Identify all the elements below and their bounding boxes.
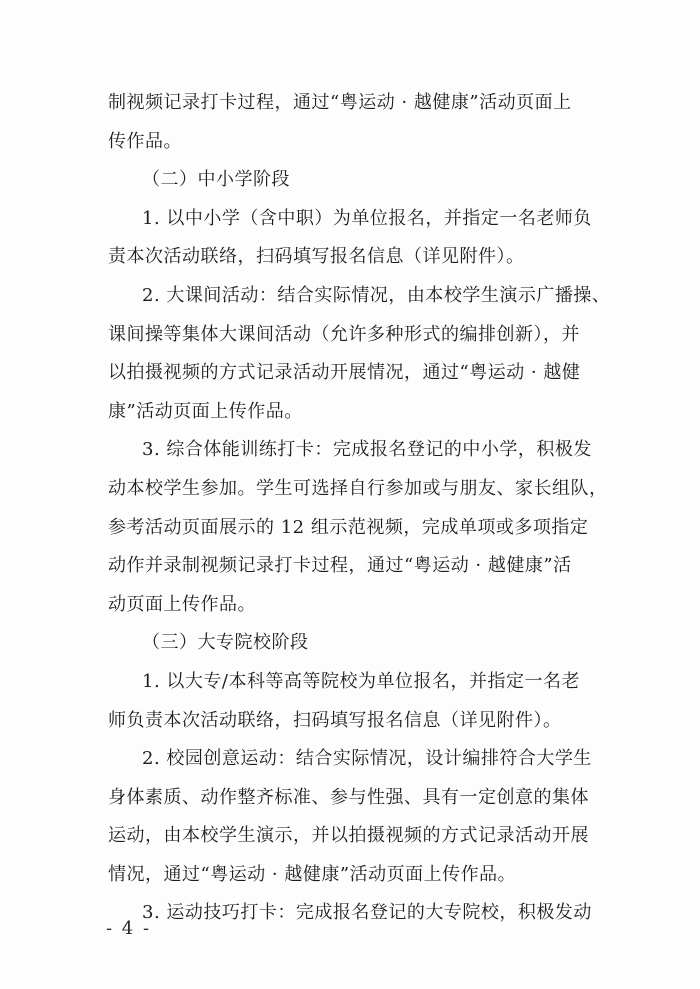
text-line: 责本次活动联络，扫码填写报名信息（详见附件）。 (108, 246, 525, 268)
text-line: 参考活动页面展示的 12 组示范视频，完成单项或多项指定 (108, 516, 589, 538)
paragraph-item-skill-checkin (108, 894, 608, 933)
text-line: 师负责本次活动联络，扫码填写报名信息（详见附件）。 (108, 709, 562, 731)
text-line: 3. 综合体能训练打卡：完成报名登记的中小学，积极发 (142, 439, 592, 461)
document-body (108, 84, 611, 933)
text-line: 康”活动页面上传作品。 (108, 400, 303, 422)
text-line: 课间操等集体大课间活动（允许多种形式的编排创新），并 (108, 323, 580, 345)
section-heading-college (108, 624, 608, 663)
text-line: 1. 以中小学（含中职）为单位报名，并指定一名老师负 (142, 207, 592, 229)
text-line: 动页面上传作品。 (108, 593, 256, 615)
text-line: 动作并录制视频记录打卡过程，通过“粤运动 · 越健康”活 (108, 555, 572, 577)
paragraph-item-break-activity (108, 277, 611, 431)
text-line: 以拍摄视频的方式记录活动开展情况，通过“粤运动 · 越健 (108, 362, 581, 384)
text-line: 身体素质、动作整齐标准、参与性强、具有一定创意的集体 (108, 786, 589, 808)
text-line: 2. 大课间活动：结合实际情况，由本校学生演示广播操、 (142, 284, 611, 306)
text-line: 动本校学生参加。学生可选择自行参加或与朋友、家长组队， (108, 477, 608, 499)
section-heading-primary-secondary (108, 161, 608, 200)
paragraph-item-fitness-checkin (108, 431, 608, 624)
paragraph-item-college-registration (108, 663, 608, 740)
heading-text: （二）中小学阶段 (142, 169, 290, 191)
text-line: 制视频记录打卡过程，通过“粤运动 · 越健康”活动页面上 (108, 92, 572, 113)
heading-text: （三）大专院校阶段 (142, 632, 309, 654)
text-line: 2. 校园创意运动：结合实际情况，设计编排符合大学生 (142, 748, 592, 770)
text-line: 情况，通过“粤运动 · 越健康”活动页面上传作品。 (108, 863, 517, 885)
paragraph-item-campus-sport (108, 740, 608, 894)
paragraph-continuation (108, 84, 608, 161)
text-line: 传作品。 (108, 130, 182, 152)
text-line: 3. 运动技巧打卡：完成报名登记的大专院校，积极发动 (142, 902, 592, 924)
page-number: - 4 - (106, 918, 152, 939)
text-line: 1. 以大专/本科等高等院校为单位报名，并指定一名老 (142, 670, 580, 692)
text-line: 运动，由本校学生演示，并以拍摄视频的方式记录活动开展 (108, 825, 589, 847)
paragraph-item-registration (108, 200, 608, 277)
